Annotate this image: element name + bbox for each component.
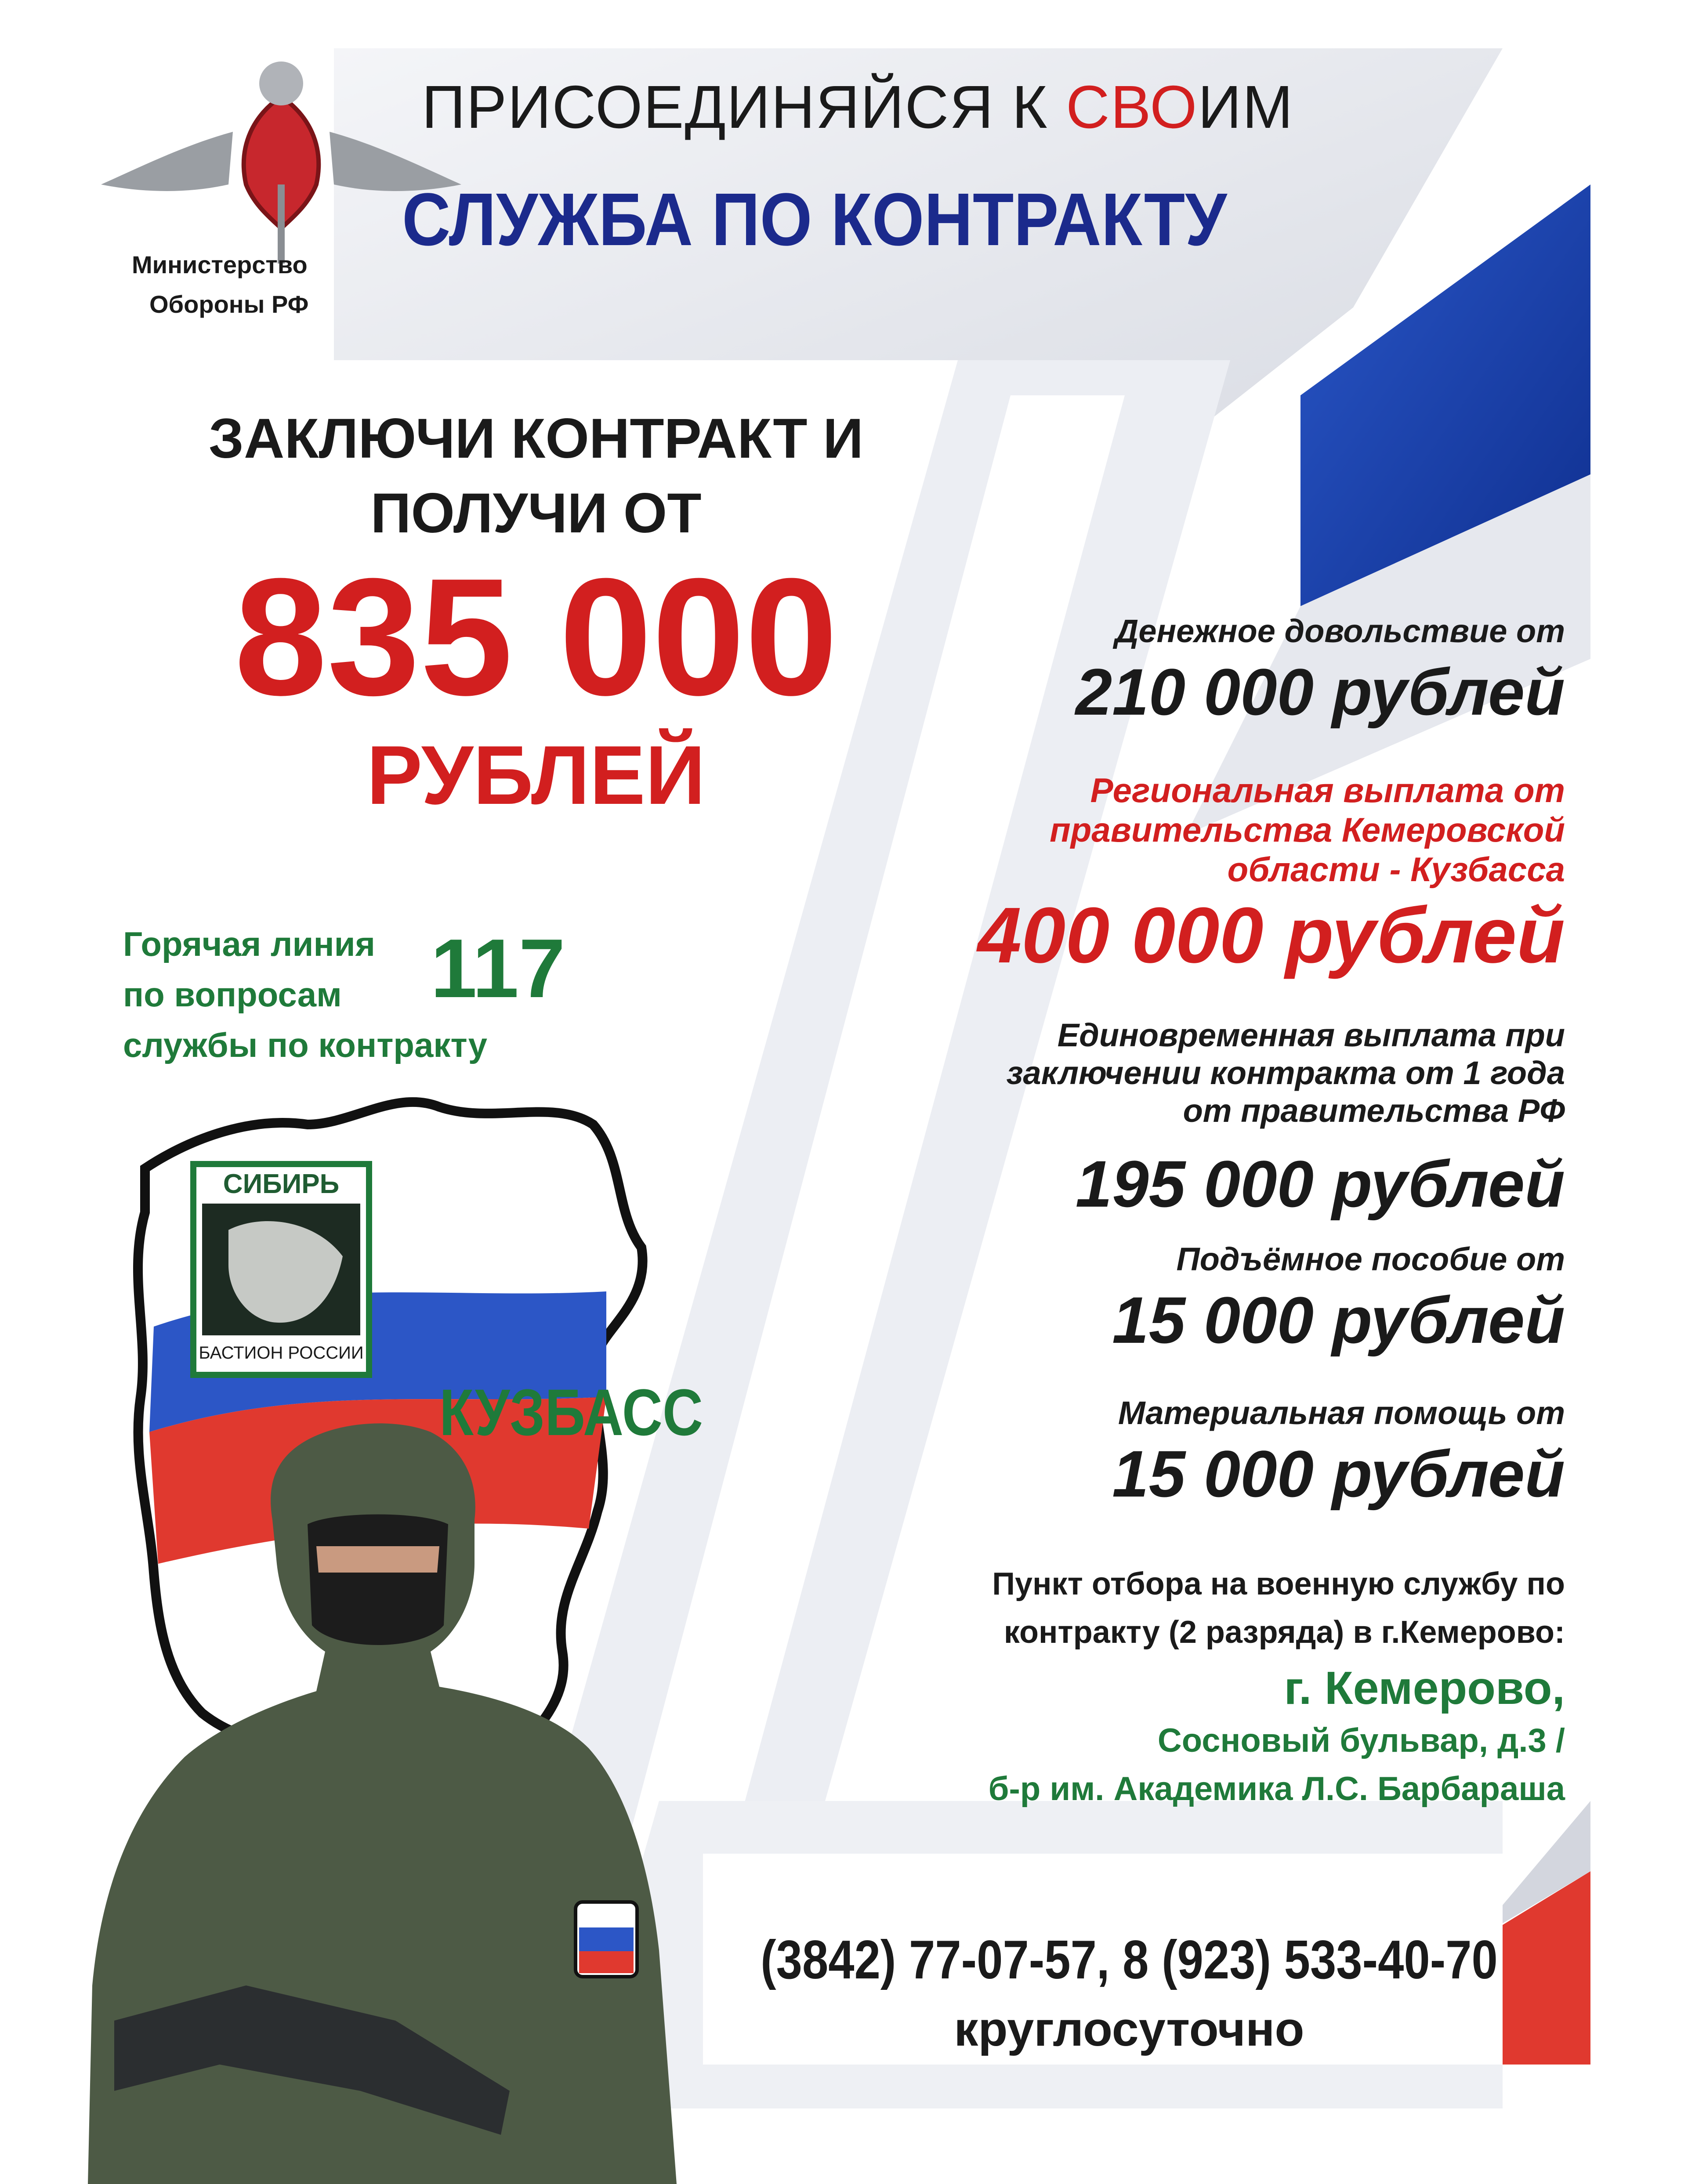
badge-top-text: СИБИРЬ — [223, 1169, 340, 1199]
payment-label: области - Кузбасса — [1227, 850, 1565, 889]
address-intro-line2: контракту (2 разряда) в г.Кемерово: — [1003, 1615, 1565, 1650]
contact-phones[interactable]: (3842) 77-07-57, 8 (923) 533-40-70 — [761, 1930, 1498, 1990]
address-street-line1: Сосновый бульвар, д.3 / — [1157, 1722, 1565, 1759]
badge-bottom-text: БАСТИОН РОССИИ — [199, 1343, 364, 1363]
payment-amount: 400 000 рублей — [978, 891, 1565, 980]
ministry-name-line2: Обороны РФ — [149, 290, 309, 318]
offer-line2: ПОЛУЧИ ОТ — [370, 482, 702, 545]
hotline-number: 117 — [431, 922, 565, 1015]
offer-amount: 835 000 — [234, 543, 838, 730]
contact-hours: круглосуточно — [954, 2002, 1304, 2056]
payment-label: правительства Кемеровской — [1050, 810, 1565, 849]
hotline-line3: службы по контракту — [123, 1026, 487, 1064]
ministry-name-line1: Министерство — [132, 251, 308, 278]
payment-label: заключении контракта от 1 года — [1006, 1055, 1565, 1091]
payment-amount: 15 000 рублей — [1112, 1437, 1565, 1511]
payment-amount: 15 000 рублей — [1112, 1283, 1565, 1357]
payment-label: Подъёмное пособие от — [1176, 1241, 1565, 1277]
page-title: СЛУЖБА ПО КОНТРАКТУ — [402, 178, 1227, 261]
payment-label: Региональная выплата от — [1090, 771, 1565, 810]
payment-label: Единовременная выплата при — [1057, 1017, 1565, 1053]
hotline-line1: Горячая линия — [123, 925, 376, 963]
offer-currency: РУБЛЕЙ — [366, 729, 706, 822]
slogan — [422, 73, 1294, 141]
hotline-line2: по вопросам — [123, 975, 342, 1014]
slogan-accent: СВО — [1065, 73, 1198, 141]
region-label: КУЗБАСС — [439, 1375, 703, 1449]
slogan-after: ИМ — [1198, 73, 1294, 141]
payment-label: Материальная помощь от — [1118, 1395, 1565, 1431]
address-street-line2: б-р им. Академика Л.С. Барбараша — [988, 1770, 1565, 1808]
address-intro-line1: Пункт отбора на военную службу по — [992, 1566, 1565, 1602]
slogan-before: ПРИСОЕДИНЯЙСЯ К — [422, 73, 1066, 141]
payment-label: Денежное довольствие от — [1115, 613, 1565, 649]
offer-line1: ЗАКЛЮЧИ КОНТРАКТ И — [208, 407, 864, 470]
payment-amount: 195 000 рублей — [1075, 1147, 1565, 1221]
payment-amount: 210 000 рублей — [1075, 655, 1565, 729]
payment-label: от правительства РФ — [1183, 1092, 1565, 1129]
address-city: г. Кемерово, — [1284, 1662, 1565, 1714]
